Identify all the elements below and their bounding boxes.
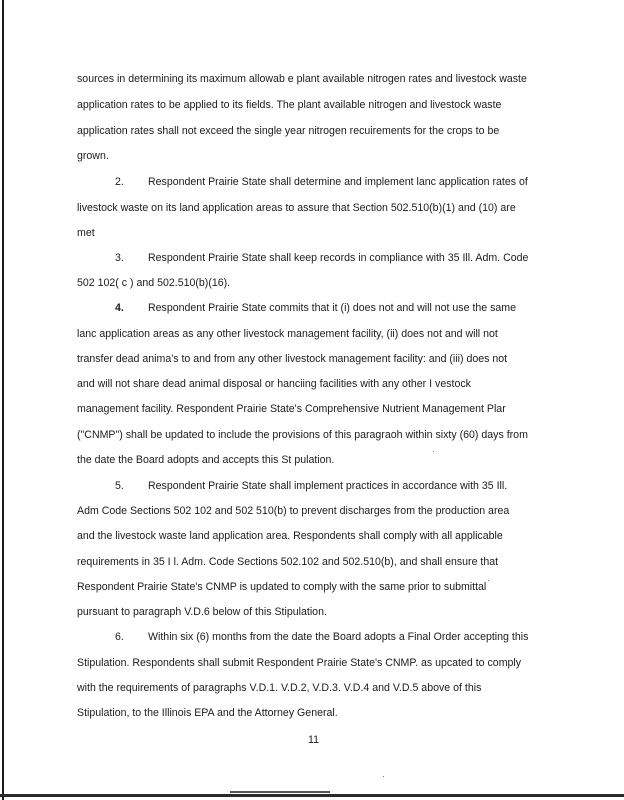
body-text-line: Stipulation. Respondents shall submit Respondent Prairie State's CNMP. as upcated to comply [77,657,522,669]
body-text-line: pursuant to paragraph V.D.6 below of this Stipulation. [77,606,327,618]
body-text-line: with the requirements of paragraphs V.D.1. V.D.2, V.D.3. V.D.4 and V.D.5 above of this [77,682,482,694]
scan-bottom-mark [230,791,330,793]
body-text-line: ("CNMP") shall be updated to include the provisions of this paragraoh within sixty (60) days from [77,429,528,441]
body-text-line: Respondent Prairie State shall implement practices in accordance with 35 Ill. [148,480,508,492]
paragraph-number: 6. [115,631,124,643]
body-text-line: grown. [77,150,109,162]
paragraph-number: 2. [115,176,124,188]
body-text-line: and will not share dead animal disposal or hanciing facilities with any other I vestock [77,378,471,390]
paragraph-number: 4. [115,302,124,314]
body-text-line: Respondent Prairie State shall determine and implement lanc application rates of [148,176,528,188]
scan-bottom-edge [0,794,624,797]
body-text-line: the date the Board adopts and accepts this St pulation. [77,454,335,466]
paragraph-number: 3. [115,252,124,264]
body-text-line: Stipulation, to the Illinois EPA and the Attorney General. [77,707,338,719]
page-number: 11 [308,734,319,746]
body-text-line: Within six (6) months from the date the Board adopts a Final Order accepting this [148,631,529,643]
paragraph-number: 5. [115,480,124,492]
body-text-line: Adm Code Sections 502 102 and 502 510(b) to prevent discharges from the production area [77,505,510,517]
body-text-line: sources in determining its maximum allowab e plant available nitrogen rates and livestock waste [77,73,527,85]
body-text-line: application rates to be applied to its fields. The plant available nitrogen and livestock waste [77,99,502,111]
body-text-line: lanc application areas as any other livestock management facility, (ii) does not and will not [77,328,498,340]
scan-speck [433,451,434,452]
body-text-line: application rates shall not exceed the single year nitrogen recuirements for the crops to be [77,125,500,137]
body-text-line: met [77,227,95,239]
body-text-line: 502 102( c ) and 502.510(b)(16). [77,277,231,289]
body-text-line: management facility. Respondent Prairie State's Comprehensive Nutrient Management Plar [77,403,506,415]
body-text-line: requirements in 35 I l. Adm. Code Sections 502.102 and 502.510(b), and shall ensure that [77,556,499,568]
scan-left-edge [2,0,4,800]
scan-speck [488,580,489,581]
body-text-line: Respondent Prairie State's CNMP is updated to comply with the same prior to submittal [77,581,487,593]
body-text-line: and the livestock waste land application area. Respondents shall comply with all applicable [77,530,503,542]
body-text-line: Respondent Prairie State shall keep records in compliance with 35 Ill. Adm. Code [148,252,529,264]
body-text-line: transfer dead anima's to and from any other livestock management facility: and (iii) does not [77,353,508,365]
scan-speck [383,776,384,777]
body-text-line: livestock waste on its land application areas to assure that Section 502.510(b)(1) and (10) are [77,202,516,214]
body-text-line: Respondent Prairie State commits that it (i) does not and will not use the same [148,302,517,314]
